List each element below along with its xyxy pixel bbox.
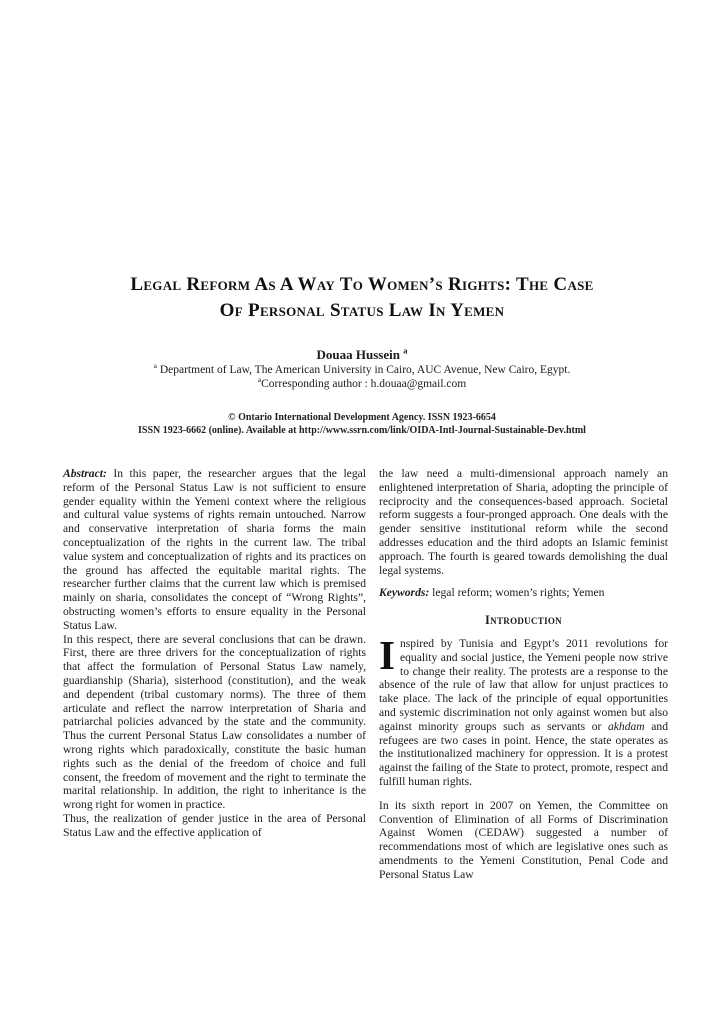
author-affiliation-marker: a xyxy=(403,345,408,356)
introduction-heading: Introduction xyxy=(485,613,562,628)
dropcap-letter: I xyxy=(379,631,395,678)
corresponding-author-line xyxy=(0,375,724,390)
keywords-text: legal reform; women’s rights; Yemen xyxy=(429,586,605,600)
corresponding-text: Corresponding author : h.douaa@gmail.com xyxy=(261,378,467,390)
column-left xyxy=(63,467,366,882)
affiliation-text: Department of Law, The American University in Cairo, AUC Avenue, New Cairo, Egypt. xyxy=(156,364,571,376)
introduction-paragraph-2: In its sixth report in 2007 on Yemen, the Committee on Convention of Elimination of all Forms of Discrimination Against Women (CEDAW) suggested a number of recommendations most of which are legislative ones such as amendments to the Yemeni Constitution, Penal Code and Personal Status Law xyxy=(379,798,668,881)
body-columns xyxy=(63,467,668,882)
column-right xyxy=(379,467,668,882)
publisher-copyright-line: © Ontario International Development Agency. ISSN 1923-6654 xyxy=(228,412,496,423)
abstract-paragraph-1 xyxy=(63,467,366,633)
abstract-paragraph-3: Thus, the realization of gender justice in the area of Personal Status Law and the effective application of xyxy=(63,811,366,839)
introduction-paragraph-1 xyxy=(379,631,668,789)
author-name: Douaa Hussein xyxy=(316,347,400,362)
paper-title-line1: Legal Reform As A Way To Women’s Rights: The Case xyxy=(130,274,594,295)
publisher-block xyxy=(0,411,724,437)
abstract-paragraph-1-text: In this paper, the researcher argues that the legal reform of the Personal Status Law is not sufficient to ensure gender equality within the Yemeni context where the religious and cultural value systems of rights remain untouched. Narrow and conservative interpretation of sharia forms the main conceptualization of the rights in the current law. The tribal value system and conceptualization of rights and its practices on the ground has affected the equitable marital rights. The researcher further claims that the current law which is premised mainly on sharia, consolidates the concept of “Wrong Rights”, obstructing women’s efforts to ensure equality in the Personal Status Law. xyxy=(63,467,366,632)
corresponding-marker: a xyxy=(257,375,262,385)
keywords-line xyxy=(379,586,668,600)
abstract-paragraph-2: In this respect, there are several conclusions that can be drawn. First, there are three drivers for the conceptualization of rights that affect the formulation of Personal Status Law namely, guardianship (Sharia), sisterhood (constitution), and the weak and dependent (tribal customary norms). The three of them articulate and reflect the narrow interpretation of Sharia and patriarchal policies advanced by the state and the community. Thus the current Personal Status Law consolidates a number of wrong rights which paradoxically, constitute the basic human rights such as the denial of the freedom of choice and full consent, the freedom of movement and the right to terminate the marital relationship. In addition, the right to inheritance is the wrong right for women in practice. xyxy=(63,632,366,812)
author-line xyxy=(0,347,724,363)
introduction-italic-term: akhdam xyxy=(607,719,645,733)
affiliation-line xyxy=(0,361,724,376)
affiliation-marker: a xyxy=(153,361,157,371)
keywords-label: Keywords: xyxy=(379,586,430,600)
introduction-paragraph-1-text-b: and refugees are two cases in point. Hence, the state operates as the institutionalized machinery for oppression. It is a protest against the failing of the State to protect, promote, respect and fulfill human rights. xyxy=(379,719,668,788)
abstract-label: Abstract: xyxy=(63,467,107,480)
publisher-issn-line: ISSN 1923-6662 (online). Available at http://www.ssrn.com/link/OIDA-Intl-Journal-Sustainable-Dev.html xyxy=(138,425,586,436)
introduction-paragraph-1-text-a: nspired by Tunisia and Egypt’s 2011 revolutions for equality and social justice, the Yemeni people now strive to change their reality. The protests are a response to the absence of the rule of law that allow for unjust practices to take place. The lack of the principle of equal opportunities and systemic discrimination not only against women but also against minority groups such as servants or xyxy=(379,636,668,733)
paper-title xyxy=(0,272,724,324)
abstract-continuation-paragraph: the law need a multi-dimensional approach namely an enlightened interpretation of Sharia, adopting the principle of reciprocity and the consequences-based approach. Societal reform suggests a four-pronged approach. One deals with the gender sensitive institutional reform while the second addresses education and the third adopts an Islamic feminist approach. The fourth is geared towards demolishing the dual legal systems. xyxy=(379,467,668,577)
paper-title-line2: Of Personal Status Law In Yemen xyxy=(219,300,505,321)
